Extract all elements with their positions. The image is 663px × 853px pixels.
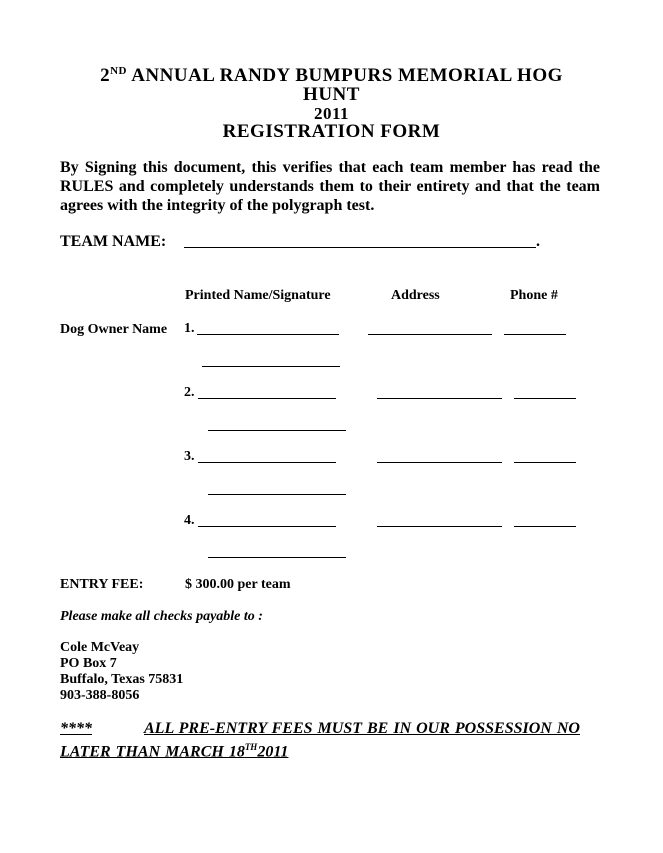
team-name-period: .	[536, 233, 540, 250]
entry-fee-label: ENTRY FEE:	[60, 577, 144, 592]
entry-3-phone-field[interactable]	[514, 462, 576, 463]
form-subtitle: REGISTRATION FORM	[222, 121, 441, 142]
notice-year: 2011	[257, 743, 289, 761]
contact-po-box: PO Box 7	[60, 656, 117, 671]
entry-4-phone-field[interactable]	[514, 526, 576, 527]
contact-name: Cole McVeay	[60, 640, 140, 655]
contact-phone: 903-388-8056	[60, 688, 140, 703]
notice-text: ALL PRE-ENTRY FEES MUST BE IN OUR POSSESSION NO LATER THAN MARCH 18	[60, 720, 580, 761]
entry-4-name-field[interactable]	[198, 526, 336, 527]
entry-1-phone-field[interactable]	[504, 334, 566, 335]
entry-fee-value: $ 300.00 per team	[185, 577, 291, 592]
column-header-phone: Phone #	[510, 288, 558, 303]
checks-payable-note: Please make all checks payable to :	[60, 609, 263, 624]
form-title-line-1	[0, 66, 663, 85]
entry-1-address-field[interactable]	[368, 334, 492, 335]
notice-date-suffix: TH	[244, 742, 258, 752]
team-name-field[interactable]	[184, 247, 536, 248]
title-ordinal-number: 2	[100, 65, 111, 86]
entry-2-phone-field[interactable]	[514, 398, 576, 399]
entry-4-address-field[interactable]	[377, 526, 502, 527]
form-title-line-2: HUNT	[303, 84, 360, 105]
contact-city: Buffalo, Texas 75831	[60, 672, 184, 687]
column-header-address: Address	[391, 288, 440, 303]
entry-3-address-field[interactable]	[377, 462, 502, 463]
entry-number-1: 1.	[184, 321, 195, 336]
entry-2-name-field[interactable]	[198, 398, 336, 399]
title-main: ANNUAL RANDY BUMPURS MEMORIAL HOG	[131, 65, 563, 86]
team-name-label: TEAM NAME:	[60, 233, 167, 250]
form-year: 2011	[313, 104, 350, 123]
entry-4-signature-field[interactable]	[208, 557, 346, 558]
entry-1-signature-field[interactable]	[202, 366, 340, 367]
entry-3-signature-field[interactable]	[208, 494, 346, 495]
column-header-name: Printed Name/Signature	[185, 288, 331, 303]
entry-number-4: 4.	[184, 513, 195, 528]
intro-paragraph: By Signing this document, this verifies that each team member has read the RULES and completely understands them to their entirety and that the team agrees with the integrity of the polygraph test.	[60, 159, 600, 214]
entry-2-signature-field[interactable]	[208, 430, 346, 431]
deadline-notice	[60, 719, 600, 761]
entry-3-name-field[interactable]	[198, 462, 336, 463]
dog-owner-label: Dog Owner Name	[60, 322, 168, 337]
entry-1-name-field[interactable]	[197, 334, 339, 335]
title-ordinal-suffix: ND	[110, 65, 127, 77]
entry-number-2: 2.	[184, 385, 195, 400]
entry-2-address-field[interactable]	[377, 398, 502, 399]
entry-number-3: 3.	[184, 449, 195, 464]
notice-stars: ****	[60, 720, 92, 737]
